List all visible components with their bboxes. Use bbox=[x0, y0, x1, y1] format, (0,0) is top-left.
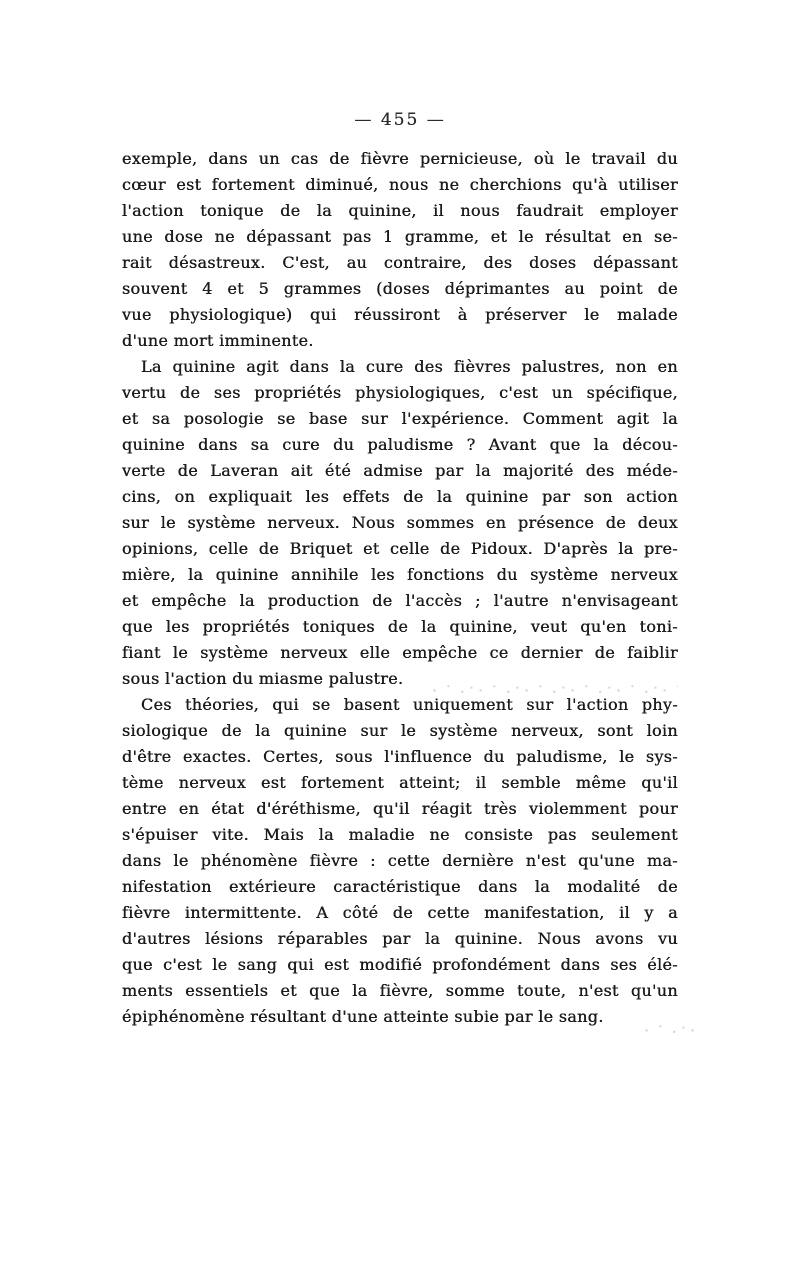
text-line: que les propriétés toniques de la quinine, veut qu'en toni- bbox=[122, 617, 678, 636]
paragraph bbox=[122, 146, 678, 354]
text-line: verte de Laveran ait été admise par la majorité des méde- bbox=[122, 461, 678, 480]
text-line: sous l'action du miasme palustre. bbox=[122, 669, 404, 688]
text-line: fièvre intermittente. A côté de cette manifestation, il y a bbox=[122, 903, 678, 922]
text-line: que c'est le sang qui est modifié profondément dans ses élé- bbox=[122, 955, 678, 974]
text-line: tème nerveux est fortement atteint; il semble même qu'il bbox=[122, 773, 678, 792]
text-line: sur le système nerveux. Nous sommes en présence de deux bbox=[122, 513, 678, 532]
page-number: — 455 — bbox=[354, 110, 446, 130]
text-line: dans le phénomène fièvre : cette dernière n'est qu'une ma- bbox=[122, 851, 678, 870]
scan-noise-artifact bbox=[430, 682, 678, 696]
text-line: rait désastreux. C'est, au contraire, des doses dépassant bbox=[122, 253, 678, 272]
text-line: et empêche la production de l'accès ; l'autre n'envisageant bbox=[122, 591, 678, 610]
text-line: et sa posologie se base sur l'expérience. Comment agit la bbox=[122, 409, 678, 428]
paragraph bbox=[122, 354, 678, 692]
text-line: opinions, celle de Briquet et celle de Pidoux. D'après la pre- bbox=[122, 539, 678, 558]
text-line: d'autres lésions réparables par la quinine. Nous avons vu bbox=[122, 929, 678, 948]
text-line: cœur est fortement diminué, nous ne cherchions qu'à utiliser bbox=[122, 175, 678, 194]
text-line: épiphénomène résultant d'une atteinte subie par le sang. bbox=[122, 1007, 604, 1026]
body-text bbox=[122, 146, 678, 1030]
text-line: nifestation extérieure caractéristique dans la modalité de bbox=[122, 877, 678, 896]
text-line: vertu de ses propriétés physiologiques, c'est un spécifique, bbox=[122, 383, 678, 402]
text-line: d'une mort imminente. bbox=[122, 331, 314, 350]
paragraph bbox=[122, 692, 678, 1030]
text-line: siologique de la quinine sur le système nerveux, sont loin bbox=[122, 721, 678, 740]
text-line: une dose ne dépassant pas 1 gramme, et le résultat en se- bbox=[122, 227, 678, 246]
text-line: fiant le système nerveux elle empêche ce dernier de faiblir bbox=[122, 643, 678, 662]
text-line: exemple, dans un cas de fièvre pernicieuse, où le travail du bbox=[122, 149, 678, 168]
text-line: quinine dans sa cure du paludisme ? Avant que la décou- bbox=[122, 435, 678, 454]
text-line: s'épuiser vite. Mais la maladie ne consiste pas seulement bbox=[122, 825, 678, 844]
text-line: La quinine agit dans la cure des fièvres palustres, non en bbox=[141, 357, 678, 376]
text-line: Ces théories, qui se basent uniquement sur l'action phy- bbox=[141, 695, 678, 714]
text-line: entre en état d'éréthisme, qu'il réagit très violemment pour bbox=[122, 799, 678, 818]
text-line: mière, la quinine annihile les fonctions du système nerveux bbox=[122, 565, 678, 584]
scan-noise-artifact bbox=[642, 1022, 698, 1036]
text-line: l'action tonique de la quinine, il nous faudrait employer bbox=[122, 201, 678, 220]
text-line: cins, on expliquait les effets de la quinine par son action bbox=[122, 487, 678, 506]
text-line: d'être exactes. Certes, sous l'influence du paludisme, le sys- bbox=[122, 747, 678, 766]
text-line: ments essentiels et que la fièvre, somme toute, n'est qu'un bbox=[122, 981, 678, 1000]
text-line: vue physiologique) qui réussiront à préserver le malade bbox=[122, 305, 678, 324]
text-line: souvent 4 et 5 grammes (doses déprimantes au point de bbox=[122, 279, 678, 298]
